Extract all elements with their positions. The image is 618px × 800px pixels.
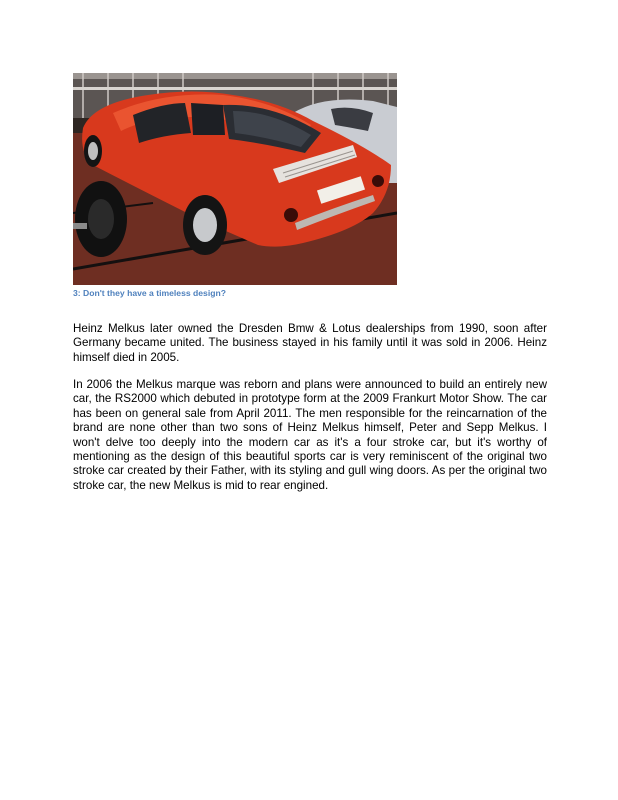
figure-caption: 3: Don't they have a timeless design? [73, 288, 226, 298]
paragraph-2: In 2006 the Melkus marque was reborn and plans were announced to build an entirely new car, the RS2000 which debuted in prototype form at the 2009 Frankurt Motor Show. The car has been on general sale from April 2011. The men responsible for the reincarnation of the brand are none other than two sons of Heinz Melkus himself, Peter and Sepp Melkus. I won't delve too deeply into the modern car as it's a four stroke car, but it's worthy of mentioning as the design of this beautiful sports car is very reminiscent of the original two stroke car created by their Father, with its styling and gull wing doors. As per the original two stroke car, the new Melkus is mid to rear engined. [73, 378, 547, 492]
paragraph-1: Heinz Melkus later owned the Dresden Bmw & Lotus dealerships from 1990, soon after Germany became united. The business stayed in his family until it was sold in 2006. Heinz himself died in 2005. [73, 322, 547, 364]
car-photo [73, 73, 397, 285]
